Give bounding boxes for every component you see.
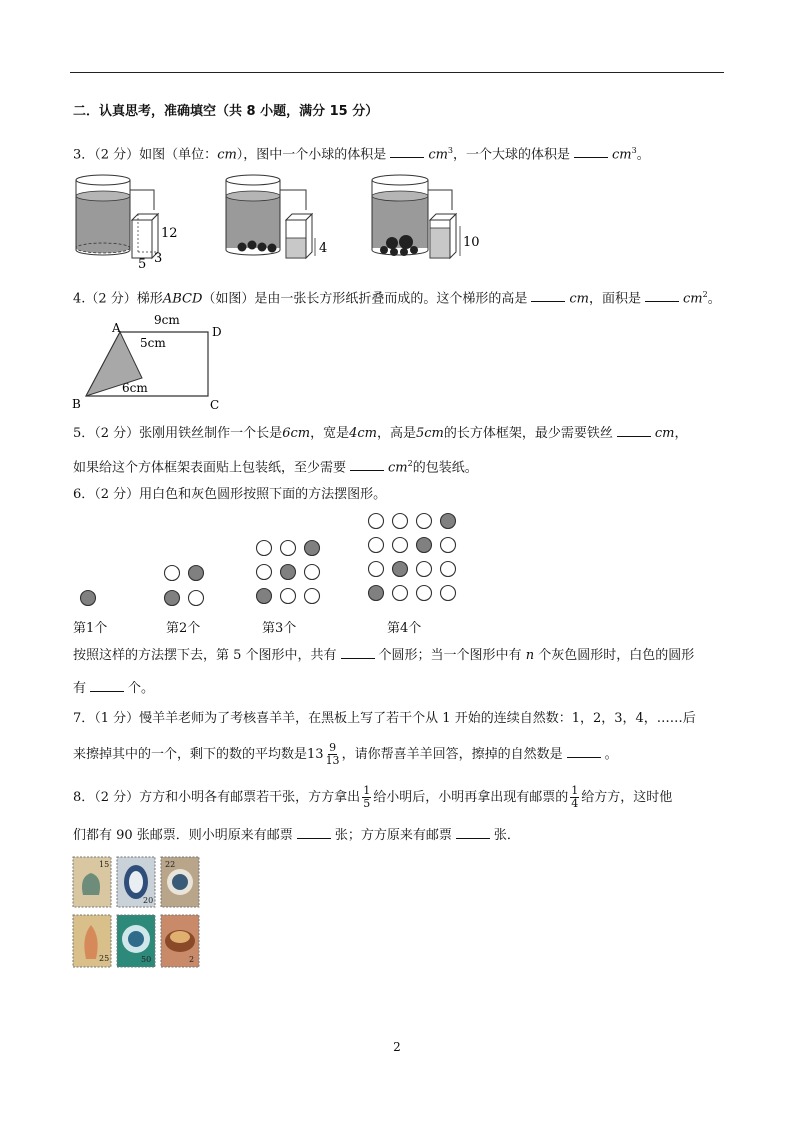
question-6-line-2: 按照这样的方法摆下去，第 5 个图形中，共有 个圆形；当一个图形中有 n 个灰色圆形时，白色的圆形 (73, 648, 695, 663)
white-circle (417, 514, 432, 529)
pattern-label-1: 第1个 (73, 621, 108, 636)
answer-blank[interactable] (341, 646, 375, 659)
container-2 (226, 175, 327, 258)
answer-blank[interactable] (456, 826, 490, 839)
stamp-value: 15 (99, 860, 110, 869)
gray-circle (417, 538, 432, 553)
container-1 (76, 175, 178, 270)
white-circle (281, 589, 296, 604)
white-circle (417, 562, 432, 577)
fraction-one-fifth: $\frac{1}{5}$ (363, 784, 371, 810)
question-6-line-3: 有 个。 (73, 681, 155, 696)
white-circle (281, 541, 296, 556)
question-5-line-1: 5．（2 分）张刚用铁丝制作一个长是6cm，宽是4cm，高是5cm的长方体框架，最少需要铁丝 cm， (73, 426, 688, 441)
gray-circle (281, 565, 296, 580)
page-number: 2 (393, 1040, 401, 1054)
pattern-label-4: 第4个 (387, 621, 422, 636)
fraction-one-quarter: $\frac{1}{4}$ (571, 784, 579, 810)
small-ball (238, 243, 247, 252)
white-circle (441, 562, 456, 577)
question-5-line-2: 如果给这个方体框架表面贴上包装纸，至少需要 $cm^2$的包装纸。 (73, 459, 478, 476)
bottom-length: 6cm (122, 381, 148, 395)
answer-blank[interactable] (645, 289, 679, 302)
stamp-value: 2 (189, 955, 195, 964)
white-circle (441, 586, 456, 601)
small-ball (410, 246, 418, 254)
vertex-b: B (72, 397, 81, 411)
header-rule (70, 72, 724, 73)
section-heading: 二．认真思考，准确填空（共 8 小题，满分 15 分） (73, 104, 379, 119)
stamps-image (71, 855, 203, 970)
white-circle (305, 565, 320, 580)
dim-rise: 10 (463, 235, 480, 250)
gray-circle (305, 541, 320, 556)
stamp-value: 50 (141, 955, 152, 964)
answer-blank[interactable] (617, 424, 651, 437)
white-circle (441, 538, 456, 553)
stamp-value: 20 (143, 896, 154, 905)
gray-circle (441, 514, 456, 529)
stamp-value: 25 (99, 954, 110, 963)
container-3 (372, 175, 480, 258)
gray-circle (369, 586, 384, 601)
question-7-line-1: 7．（1 分）慢羊羊老师为了考核喜羊羊，在黑板上写了若干个从 1 开始的连续自然数：1，2，3，4，……后 (73, 711, 696, 726)
mixed-fraction: $\frac{9}{13}$ (325, 741, 340, 767)
answer-blank[interactable] (297, 826, 331, 839)
answer-blank[interactable] (567, 745, 601, 758)
top-length: 9cm (154, 313, 180, 327)
white-circle (369, 538, 384, 553)
answer-blank[interactable] (350, 458, 384, 471)
gray-circle (165, 591, 180, 606)
q6-circle-patterns (66, 506, 486, 614)
dim-rise: 4 (319, 241, 328, 256)
stamp-value: 22 (165, 860, 176, 869)
q3-figure (66, 170, 486, 270)
question-7-line-2: 来擦掉其中的一个，剩下的数的平均数是13 $\frac{9}{13}$ ，请你帮喜羊羊回答，擦掉的自然数是 。 (73, 741, 618, 767)
white-circle (393, 514, 408, 529)
white-circle (189, 591, 204, 606)
q4-trapezoid-figure (66, 310, 246, 414)
white-circle (305, 589, 320, 604)
question-4-text: 4.（2 分）梯形ABCD（如图）是由一张长方形纸折叠而成的。这个梯形的高是 cm，面积是 $cm^2$。 (73, 290, 721, 307)
white-circle (369, 562, 384, 577)
white-circle (257, 541, 272, 556)
pattern-label-3: 第3个 (262, 621, 297, 636)
pattern-label-2: 第2个 (166, 621, 201, 636)
dim-depth: 3 (154, 251, 163, 266)
dim-height: 12 (161, 226, 178, 241)
gray-circle (257, 589, 272, 604)
small-ball (380, 246, 388, 254)
fold-length: 5cm (140, 336, 166, 350)
vertex-a: A (112, 321, 121, 335)
question-3-text: 3．（2 分）如图（单位：cm），图中一个小球的体积是 $cm^3$，一个大球的体积是 $cm^3$。 (73, 146, 650, 163)
white-circle (369, 514, 384, 529)
small-ball (248, 241, 257, 250)
vertex-c: C (210, 398, 220, 412)
answer-blank[interactable] (390, 145, 424, 158)
answer-blank[interactable] (574, 145, 608, 158)
small-ball (258, 243, 267, 252)
large-ball (399, 235, 413, 249)
question-8-line-1: 8．（2 分）方方和小明各有邮票若干张，方方拿出 $\frac{1}{5}$ 给小明后，小明再拿出现有邮票的 $\frac{1}{4}$ 给方方，这时他 (73, 784, 673, 810)
white-circle (417, 586, 432, 601)
question-6-text: 6．（2 分）用白色和灰色圆形按照下面的方法摆图形。 (73, 487, 387, 502)
white-circle (393, 538, 408, 553)
small-ball (390, 248, 398, 256)
white-circle (257, 565, 272, 580)
vertex-d: D (212, 325, 222, 339)
gray-circle (81, 591, 96, 606)
question-8-line-2: 们都有 90 张邮票．则小明原来有邮票 张；方方原来有邮票 张． (73, 828, 520, 843)
answer-blank[interactable] (531, 289, 565, 302)
small-ball (268, 244, 277, 253)
answer-blank[interactable] (90, 679, 124, 692)
gray-circle (189, 566, 204, 581)
large-ball (386, 237, 398, 249)
white-circle (393, 586, 408, 601)
white-circle (165, 566, 180, 581)
small-ball (400, 248, 408, 256)
gray-circle (393, 562, 408, 577)
dim-width: 5 (138, 257, 147, 270)
